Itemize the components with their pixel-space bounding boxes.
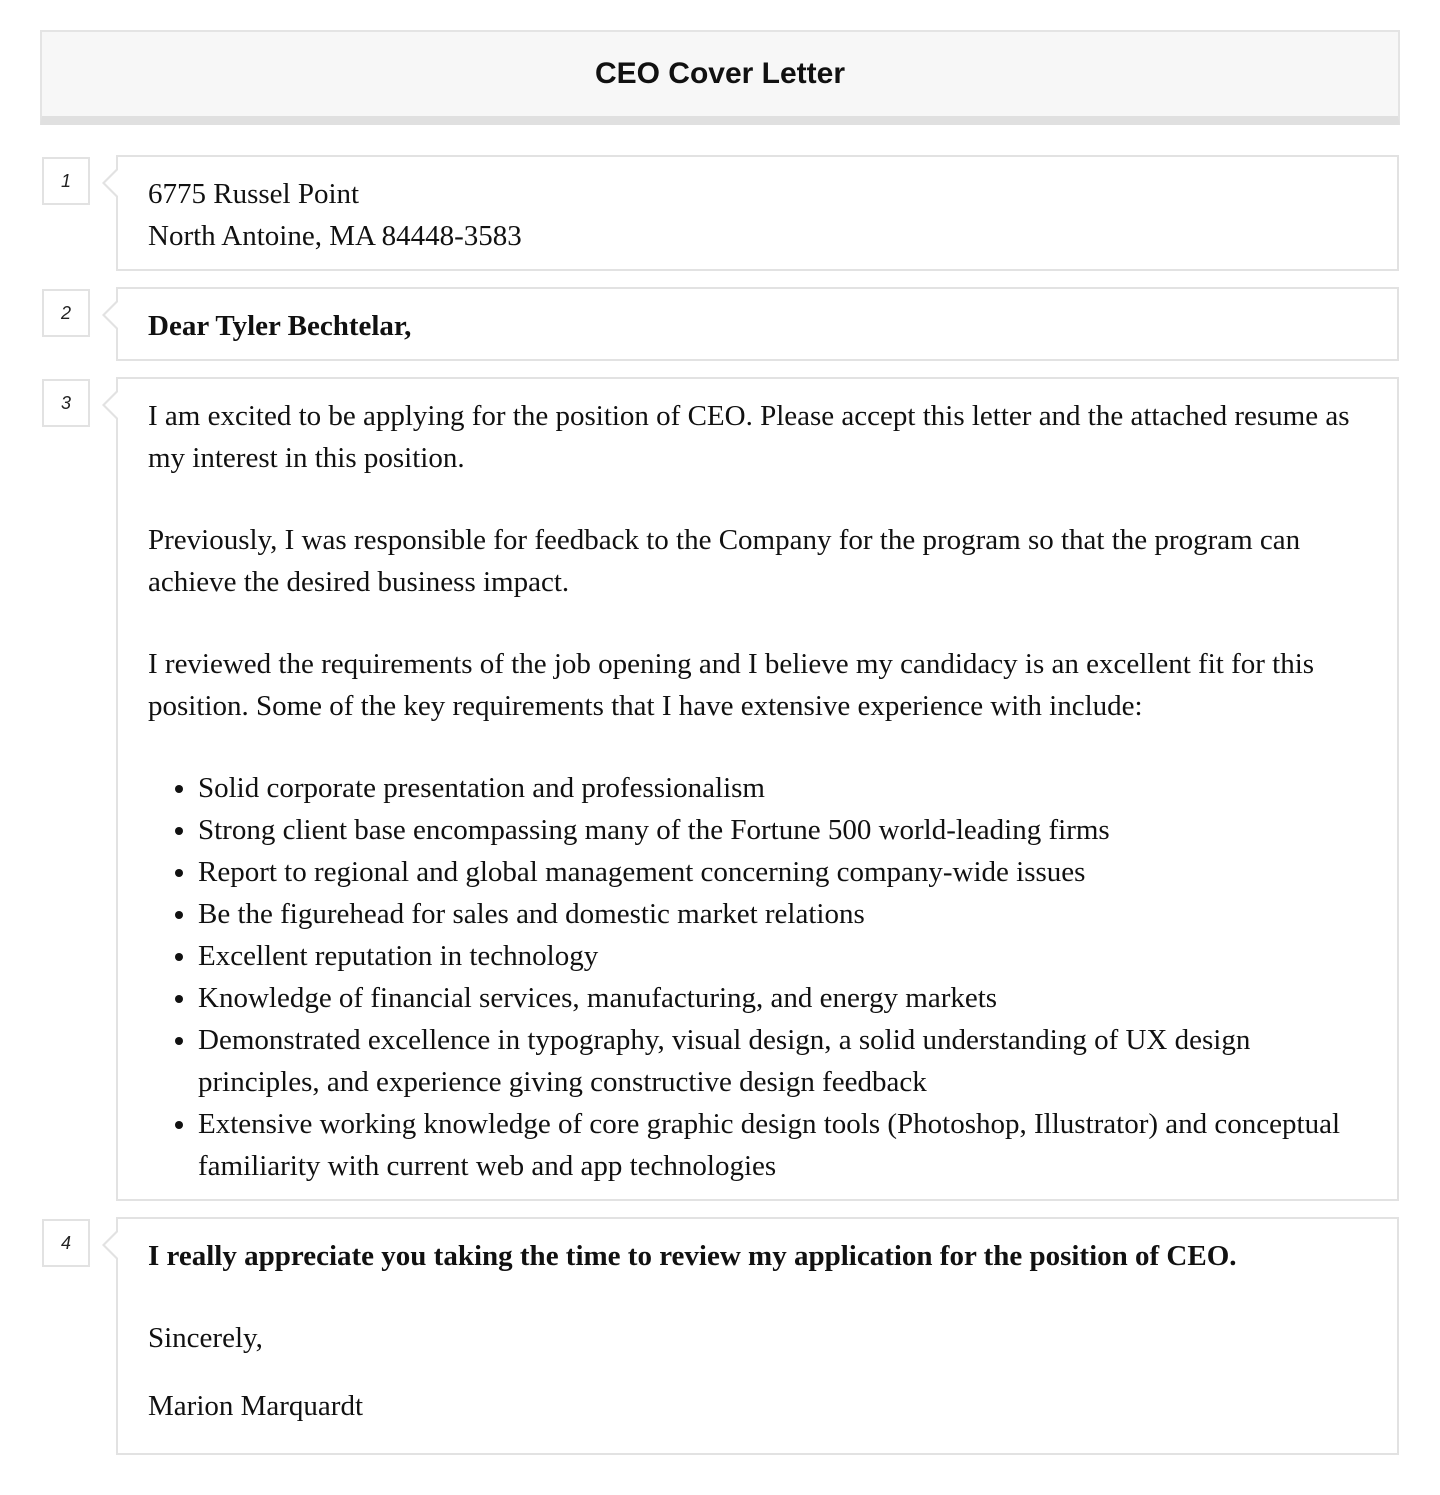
list-item: • Excellent reputation in technology bbox=[198, 935, 1367, 977]
address-section bbox=[116, 155, 1399, 271]
salutation-section bbox=[116, 287, 1399, 361]
list-item: • Strong client base encompassing many of the Fortune 500 world-leading firms bbox=[198, 809, 1367, 851]
body-paragraph-1: I am excited to be applying for the position of CEO. Please accept this letter and the attached resume as my interest in this position. bbox=[148, 400, 1350, 474]
signoff: Sincerely, bbox=[148, 1322, 263, 1354]
salutation: Dear Tyler Bechtelar, bbox=[148, 310, 412, 342]
signature-name: Marion Marquardt bbox=[148, 1390, 364, 1422]
section-number-2: 2 bbox=[42, 289, 90, 337]
section-number-4: 4 bbox=[42, 1219, 90, 1267]
requirements-list bbox=[148, 767, 1367, 1187]
title-bar bbox=[40, 30, 1400, 125]
address-line-1: 6775 Russel Point bbox=[148, 178, 360, 210]
body-paragraph-3: I reviewed the requirements of the job opening and I believe my candidacy is an excellent fit for this position. Some of the key requirements that I have extensive experience with include: bbox=[148, 648, 1315, 722]
body-section bbox=[116, 377, 1399, 1201]
list-item: • Demonstrated excellence in typography, visual design, a solid understanding of UX design principles, and experience giving constructive design feedback bbox=[198, 1019, 1367, 1103]
section-number-3: 3 bbox=[42, 379, 90, 427]
section-number-1: 1 bbox=[42, 157, 90, 205]
list-item: • Be the figurehead for sales and domestic market relations bbox=[198, 893, 1367, 935]
closing-statement: I really appreciate you taking the time to review my application for the position of CEO. bbox=[148, 1240, 1237, 1272]
body-paragraph-2: Previously, I was responsible for feedback to the Company for the program so that the program can achieve the desired business impact. bbox=[148, 524, 1301, 598]
closing-section bbox=[116, 1217, 1399, 1455]
list-item: • Knowledge of financial services, manufacturing, and energy markets bbox=[198, 977, 1367, 1019]
address-line-2: North Antoine, MA 84448-3583 bbox=[148, 220, 522, 252]
list-item: • Report to regional and global management concerning company-wide issues bbox=[198, 851, 1367, 893]
list-item: • Solid corporate presentation and professionalism bbox=[198, 767, 1367, 809]
list-item: • Extensive working knowledge of core graphic design tools (Photoshop, Illustrator) and conceptual familiarity with current web and app technologies bbox=[198, 1103, 1367, 1187]
page-title: CEO Cover Letter bbox=[594, 57, 846, 90]
